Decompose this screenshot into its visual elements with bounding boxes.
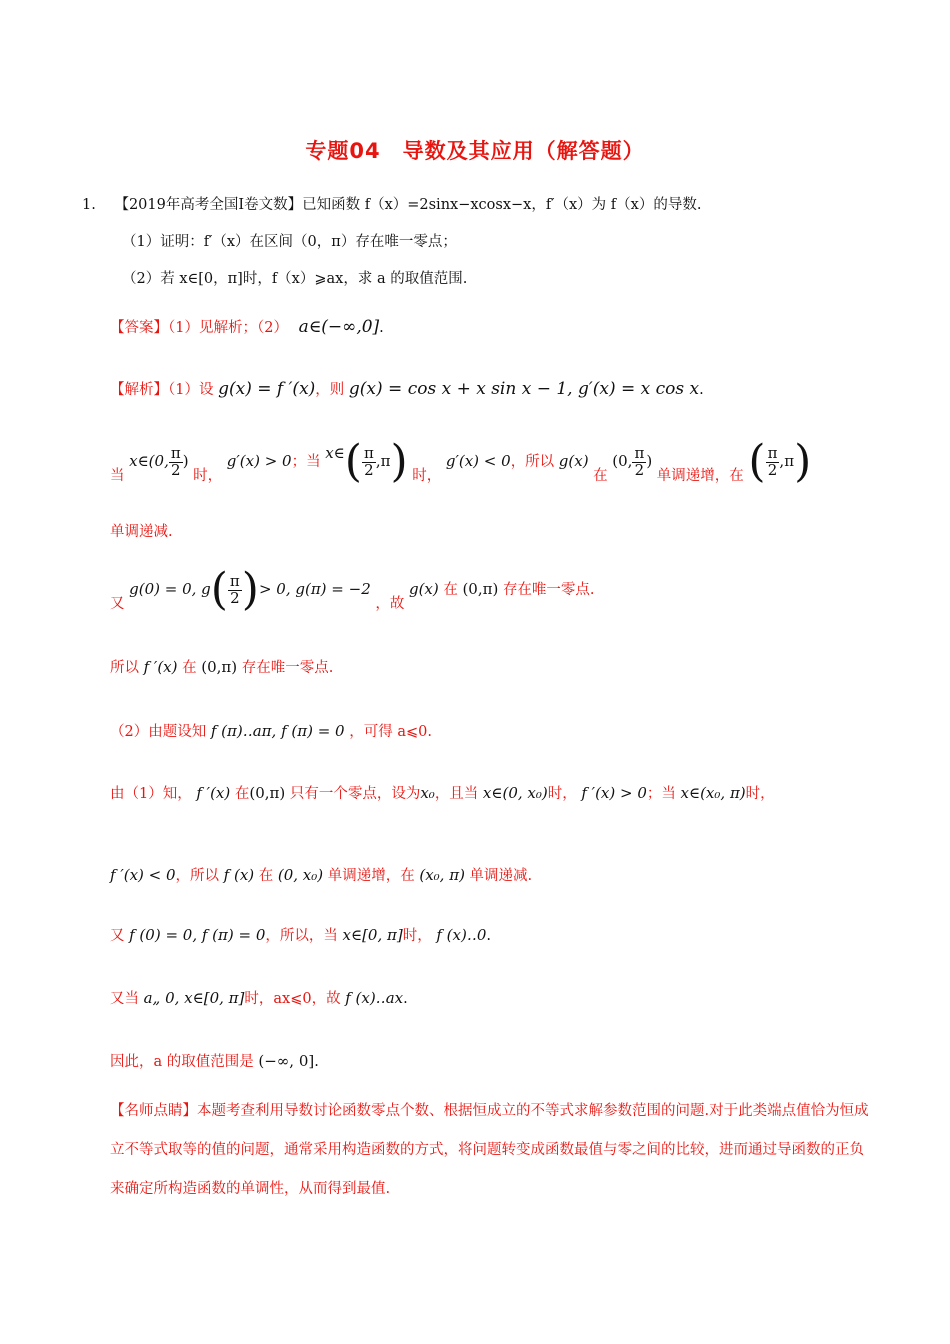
analysis-text: （1）设 [168,382,214,398]
analysis-text: ，所以 [510,454,555,470]
math-gprime-neg: g′(x) < 0 [445,452,511,470]
analysis-text: 时， [745,786,775,802]
analysis-line-10 [110,1050,319,1071]
big-paren: ( [210,564,228,615]
analysis-text: 单调递增，在 [327,868,415,884]
answer-end: . [379,320,384,336]
analysis-text: 当 [110,468,125,484]
analysis-text: 在 [443,582,458,598]
math-interval: (0,π) [462,580,499,598]
math-g: g(x) [408,580,439,598]
frac-den: 2 [171,460,181,479]
analysis-text: 在 [182,660,197,676]
fraction-pi-over-2 [632,443,646,479]
analysis-line-9 [110,987,408,1008]
math-g-values: > 0, g(π) = −2 [258,580,371,598]
analysis-text: . [314,1054,319,1070]
analysis-text: 又当 [110,991,139,1007]
analysis-text: 只有一个零点，设为 [289,786,421,802]
analysis-text: ，可得 a⩽0. [349,724,432,740]
analysis-text: 存在唯一零点. [502,582,595,598]
analysis-text: 时， [402,928,432,944]
analysis-text: 在 [258,868,274,884]
frac-num: π [363,443,374,462]
analysis-text: ；当 [291,454,321,470]
analysis-text: ，所以，当 [265,928,338,944]
math-interval: (0,π) [201,658,238,676]
analysis-line-2 [110,436,812,487]
math-f: f (x) [223,866,255,884]
analysis-text: 又 [110,596,125,612]
teacher-comment [110,1092,870,1209]
analysis-text: 单调递减. [469,868,533,884]
frac-den: 2 [634,460,645,479]
math-interval: (x₀, π) [419,866,465,884]
math-interval: (0,π) [249,784,286,802]
frac-den: 2 [364,460,374,479]
math-interval: (0, x₀) [277,866,324,884]
math-range: (−∞, 0] [258,1052,315,1070]
math-f-values: f (0) = 0, f (π) = 0 [129,926,266,944]
frac-den: 2 [230,588,240,607]
page-title: 专题04 导数及其应用（解答题） [305,139,645,163]
analysis-text: 在 [593,468,608,484]
analysis-text: ，则 [315,382,345,398]
frac-num: π [767,443,778,462]
question-line [82,193,701,214]
math-interval-x0-pi: x∈(x₀, π) [680,784,746,802]
math-g-expr: g(x) = cos x + x sin x − 1, g′(x) = x cos x [348,379,700,399]
math-interval: x∈[0, π] [342,926,403,944]
frac-num: π [634,443,645,462]
math-interval-x0: x∈(0, x₀) [482,784,548,802]
math-fprime: f ′(x) [196,784,231,802]
analysis-line-5 [110,720,432,741]
question-stem: 已知函数 f（x）=2sinx−xcosx−x，f′（x）为 f（x）的导数. [302,197,702,213]
frac-num: π [229,571,240,590]
math-paren: ) [646,452,653,470]
analysis-text: 存在唯一零点. [241,660,334,676]
analysis-line-2b: 单调递减. [110,524,173,540]
analysis-text: 由（1）知， [110,786,192,802]
big-paren: ( [344,436,362,487]
analysis-text: ，所以 [175,868,220,884]
analysis-text: 在 [234,786,250,802]
comment-tag: 【名师点睛】 [110,1103,197,1119]
fraction-pi-over-2 [169,443,183,479]
analysis-line-4 [110,656,333,677]
analysis-text: ，故 [375,596,405,612]
fraction-pi-over-2 [362,443,376,479]
math-x0: x₀ [420,784,435,802]
math-fprime-neg: f ′(x) < 0 [110,866,176,884]
math-a-nonpos: a„ 0, x∈[0, π] [143,989,245,1007]
analysis-text: 又 [110,928,125,944]
analysis-text: 时， [412,468,442,484]
big-paren: ( [748,436,766,487]
math-interval: x∈(0, [129,452,169,470]
answer-line [110,316,384,337]
analysis-line-6 [110,782,775,803]
analysis-text: 时， [547,786,577,802]
analysis-line-3 [110,564,595,615]
math-f-pi: f (π)‥aπ, f (π) = 0 [210,722,345,740]
question-number: 1. [82,197,96,213]
question-part2: （2）若 x∈[0，π]时，f（x）⩾ax，求 a 的取值范围. [122,271,468,287]
math-fprime: f ′(x) [143,658,178,676]
analysis-text: 时， [193,468,223,484]
math-pi: ,π [779,452,795,470]
math-interval: (0, [612,452,633,470]
analysis-text: . [403,991,408,1007]
answer-tag: 【答案】 [110,320,168,336]
answer-math: a∈(−∞,0] [298,317,380,337]
math-paren: ) [182,452,189,470]
analysis-line-7 [110,864,532,885]
math-f-nonneg: f (x)‥0 [436,926,487,944]
analysis-text: . [699,382,704,398]
math-g-def: g(x) = f ′(x) [218,379,316,399]
comment-text: 本题考查利用导数讨论函数零点个数、根据恒成立的不等式求解参数范围的问题.对于此类端点值恰为恒成立不等式取等的值的问题，通常采用构造函数的方式，将问题转变成函数最值与零之间的比较，进而通过导函数的正负来确定所构造函数的单调性，从而得到最值. [110,1103,869,1197]
analysis-text: ；当 [646,786,676,802]
math-g-values: g(0) = 0, g [129,580,211,598]
analysis-text: ，且当 [434,786,479,802]
math-pi: ,π [375,452,391,470]
big-paren: ) [794,436,812,487]
frac-den: 2 [767,460,778,479]
analysis-line-8 [110,924,491,945]
question-source: 【2019年高考全国Ⅰ卷文数】 [114,197,303,213]
analysis-text: （2）由题设知 [110,724,207,740]
math-g: g(x) [558,452,589,470]
big-paren: ) [390,436,408,487]
analysis-line-1 [110,378,704,399]
big-paren: ) [241,564,259,615]
math-fprime-pos: f ′(x) > 0 [581,784,647,802]
math-x-in: x∈ [325,444,345,462]
math-gprime-pos: g′(x) > 0 [226,452,292,470]
question-part1: （1）证明：f′（x）在区间（0，π）存在唯一零点； [122,234,457,250]
answer-text: （1）见解析；（2） [168,320,288,336]
analysis-text: . [486,928,491,944]
analysis-text: 时，ax⩽0，故 [244,991,341,1007]
frac-num: π [170,443,181,462]
fraction-pi-over-2 [228,571,242,607]
analysis-text: 所以 [110,660,139,676]
analysis-text: 单调递增，在 [656,468,744,484]
analysis-text: 因此，a 的取值范围是 [110,1054,254,1070]
fraction-pi-over-2 [766,443,780,479]
math-f-geq-ax: f (x)‥ax [345,989,404,1007]
analysis-tag: 【解析】 [110,382,168,398]
